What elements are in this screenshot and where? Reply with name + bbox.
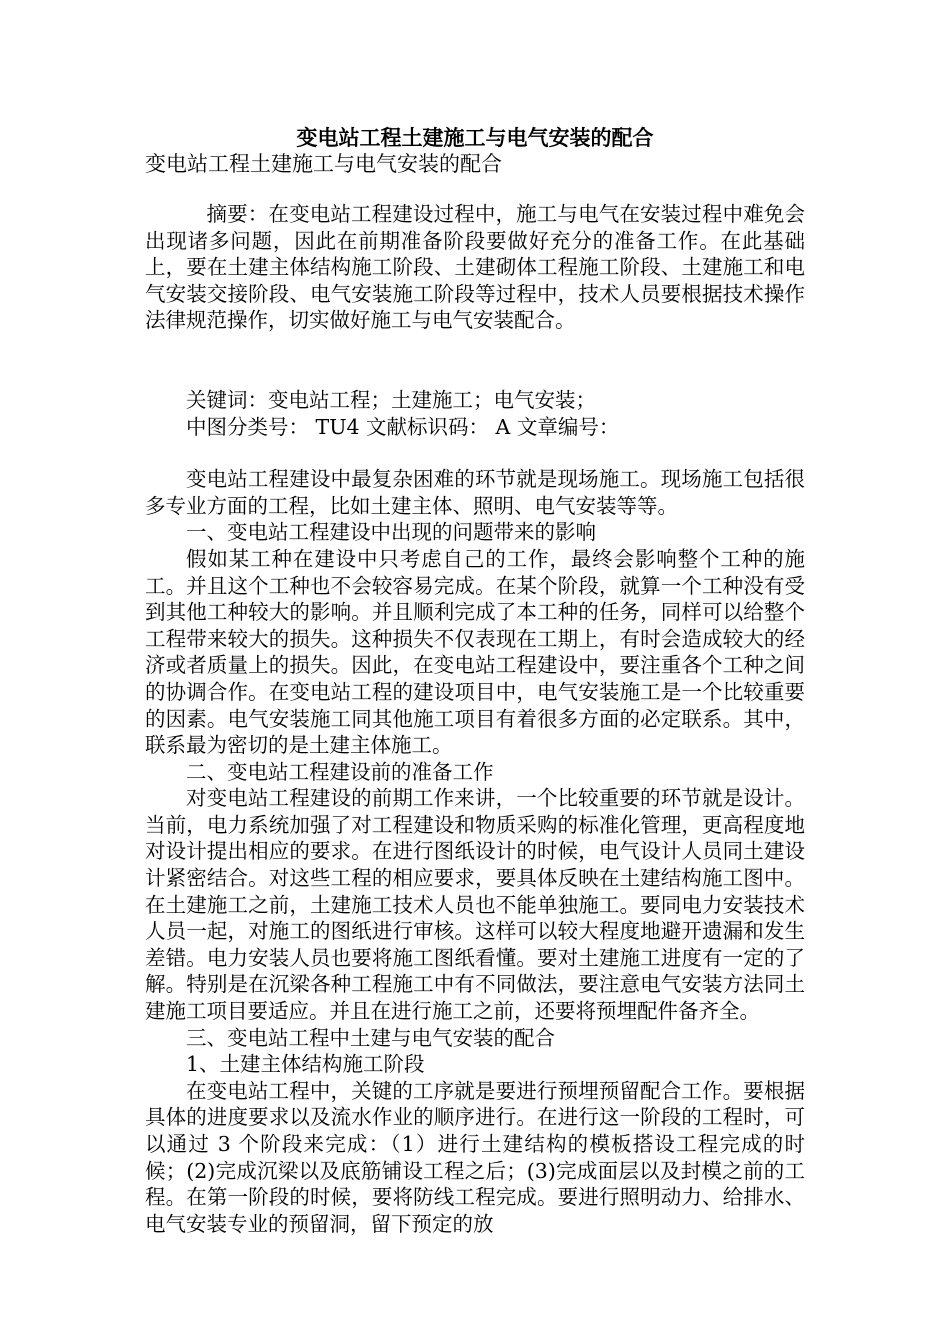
keywords-line: 关键词：变电站工程；土建施工；电气安装； (186, 387, 596, 412)
section-heading-3: 三、变电站工程中土建与电气安装的配合 (186, 1025, 555, 1050)
section-heading-1: 一、变电站工程建设中出现的问题带来的影响 (186, 520, 596, 545)
section-1-paragraph: 假如某工种在建设中只考虑自己的工作，最终会影响整个工种的施工。并且这个工种也不会较容易完成。在某个阶段，就算一个工种没有受到其他工种较大的影响。并且顺利完成了本工种的任务，同样可以给整个工程带来较大的损失。这种损失不仅表现在工期上，有时会造成较大的经济或者质量上的损失。因此，在变电站工程建设中，要注重各个工种之间的协调合作。在变电站工程的建设项目中，电气安装施工是一个比较重要的因素。电气安装施工同其他施工项目有着很多方面的必定联系。其中，联系最为密切的是土建主体施工。 (145, 546, 805, 758)
document-subtitle: 变电站工程土建施工与电气安装的配合 (145, 152, 502, 176)
subsection-heading-3-1: 1、土建主体结构施工阶段 (186, 1052, 425, 1077)
classification-line: 中图分类号： TU4 文献标识码： A 文章编号： (186, 414, 620, 439)
document-body (145, 201, 805, 1237)
abstract-paragraph: 摘要：在变电站工程建设过程中，施工与电气在安装过程中难免会出现诸多问题，因此在前期准备阶段要做好充分的准备工作。在此基础上，要在土建主体结构施工阶段、土建砌体工程施工阶段、土建施工和电气安装交接阶段、电气安装施工阶段等过程中，技术人员要根据技术操作法律规范操作，切实做好施工与电气安装配合。 (145, 202, 805, 333)
section-heading-2: 二、变电站工程建设前的准备工作 (186, 759, 494, 784)
section-3-paragraph: 在变电站工程中，关键的工序就是要进行预埋预留配合工作。要根据具体的进度要求以及流水作业的顺序进行。在进行这一阶段的工程时，可以通过 3 个阶段来完成：（1）进行土建结构的模板搭设工程完成的时候；(2)完成沉梁以及底筋铺设工程之后；(3)完成面层以及封模之前的工程。在第一阶段的时候，要将防线工程完成。要进行照明动力、给排水、电气安装专业的预留洞，留下预定的放 (145, 1078, 805, 1236)
document-title: 变电站工程土建施工与电气安装的配合 (296, 125, 654, 150)
section-2-paragraph: 对变电站工程建设的前期工作来讲，一个比较重要的环节就是设计。当前，电力系统加强了对工程建设和物质采购的标准化管理，更高程度地对设计提出相应的要求。在进行图纸设计的时候，电气设计人员同土建设计紧密结合。对这些工程的相应要求，要具体反映在土建结构施工图中。在土建施工之前，土建施工技术人员也不能单独施工。要同电力安装技术人员一起，对施工的图纸进行审核。这样可以较大程度地避开遗漏和发生差错。电力安装人员也要将施工图纸看懂。要对土建施工进度有一定的了解。特别是在沉梁各种工程施工中有不同做法，要注意电气安装方法同土建施工项目要适应。并且在进行施工之前，还要将预埋配件备齐全。 (145, 786, 805, 1024)
intro-paragraph: 变电站工程建设中最复杂困难的环节就是现场施工。现场施工包括很多专业方面的工程，比如土建主体、照明、电气安装等等。 (145, 467, 805, 518)
